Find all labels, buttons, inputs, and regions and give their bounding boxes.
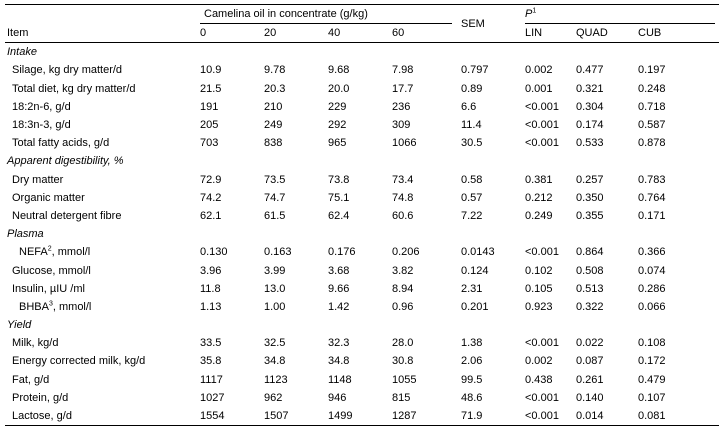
table-cell: 33.5 (200, 337, 222, 350)
table-cell: 0.248 (638, 82, 666, 95)
p-header-cell (523, 5, 719, 25)
table-cell: 0.764 (638, 191, 666, 204)
row-label-text: 18:2n-6, g/d (12, 100, 71, 113)
row-label-text: 18:3n-3, g/d (12, 119, 71, 132)
table-cell: 20.0 (328, 82, 350, 95)
row-label (5, 243, 198, 261)
table-cell: 11.4 (461, 119, 482, 132)
row-label-footnote: 3 (48, 300, 53, 308)
table-cell: 0.89 (461, 82, 483, 95)
table-cell: 0.140 (576, 391, 604, 404)
table-cell: 3.68 (328, 264, 350, 277)
table-cell: 0.124 (461, 264, 489, 277)
table-cell: 0.130 (200, 246, 228, 259)
table-cell: 703 (200, 137, 219, 150)
table-cell: <0.001 (525, 391, 559, 404)
table-row (5, 389, 719, 407)
table-row (5, 352, 719, 370)
table-cell: 236 (392, 100, 411, 113)
table-cell: 0.355 (576, 209, 604, 222)
table-row (5, 243, 719, 261)
table-cell: 0.57 (461, 191, 483, 204)
table-cell: 75.1 (328, 191, 350, 204)
table-cell: 48.6 (461, 391, 483, 404)
table-cell: 0.508 (576, 264, 604, 277)
table-cell: 73.8 (328, 173, 350, 186)
table-cell: 0.96 (392, 300, 414, 313)
table-cell: 13.0 (264, 282, 286, 295)
table-cell: 32.5 (264, 337, 286, 350)
table-cell: 0.197 (638, 64, 666, 77)
table-cell: 71.9 (459, 407, 523, 426)
table-cell: 0.261 (576, 373, 604, 386)
row-label (5, 371, 198, 389)
table-row (5, 371, 719, 389)
row-label (5, 261, 198, 279)
table-cell: 0.783 (638, 173, 666, 186)
row-label (5, 407, 198, 426)
table-row (5, 207, 719, 225)
table-cell: 0.350 (576, 191, 604, 204)
table-cell: 249 (264, 119, 283, 132)
table-cell: 0.587 (638, 119, 666, 132)
table-cell: 20.3 (264, 82, 286, 95)
table-cell: 1123 (264, 373, 288, 386)
row-label-text: Silage, kg dry matter/d (12, 64, 123, 77)
row-label-text: Organic matter (12, 191, 85, 204)
row-label (5, 80, 198, 98)
table-cell: 1.13 (200, 300, 222, 313)
row-label-footnote: 2 (47, 245, 52, 253)
table-cell: 0.923 (525, 300, 553, 313)
section-row (5, 152, 719, 170)
p-label: P (525, 8, 533, 20)
table-cell: 99.5 (461, 373, 483, 386)
table-cell: 0.102 (525, 264, 553, 277)
table-cell: 946 (328, 391, 347, 404)
section-row (5, 225, 719, 243)
table-cell: 1117 (200, 373, 223, 386)
table-cell: 0.477 (576, 64, 604, 77)
table-cell: 292 (328, 119, 347, 132)
row-label (5, 207, 198, 225)
row-label-text: Fat, g/d (12, 373, 50, 386)
table-cell: 0.105 (525, 282, 553, 295)
table-row (5, 171, 719, 189)
table-cell: 0.321 (576, 82, 604, 95)
table-row (5, 80, 719, 98)
table-cell: <0.001 (523, 407, 574, 426)
table-cell: 0.366 (638, 246, 666, 259)
table-cell: 1554 (198, 407, 262, 426)
table-cell: 0.002 (525, 355, 553, 368)
table-row (5, 116, 719, 134)
row-label (5, 334, 198, 352)
table-body (5, 43, 719, 426)
table-row (5, 407, 719, 426)
row-label (5, 61, 198, 79)
table-cell: 62.1 (200, 209, 222, 222)
row-label-text: Lactose, g/d (12, 410, 72, 423)
table-cell: 7.98 (392, 64, 414, 77)
table-cell: 0.479 (638, 373, 666, 386)
table-cell: 0.014 (574, 407, 636, 426)
table-cell: 0.533 (576, 137, 604, 150)
table-cell: 0.206 (392, 246, 420, 259)
table-cell: 0.249 (525, 209, 553, 222)
table-cell: 73.4 (392, 173, 414, 186)
table-cell: 210 (264, 100, 283, 113)
table-cell: 0.022 (576, 337, 604, 350)
row-label-text: Protein, g/d (12, 391, 69, 404)
section-title: Intake (7, 46, 37, 59)
table-cell: 34.8 (328, 355, 350, 368)
table-cell: 1148 (328, 373, 352, 386)
section-row (5, 43, 719, 62)
table-cell: 0.066 (638, 300, 666, 313)
item-header: Item (7, 27, 29, 40)
table-cell: 0.074 (638, 264, 666, 277)
table-row (5, 334, 719, 352)
table-cell: 0.081 (636, 407, 719, 426)
table-cell: 3.96 (200, 264, 222, 277)
row-label-text: Glucose, mmol/l (12, 264, 91, 277)
table-cell: 9.68 (328, 64, 350, 77)
table-cell: 62.4 (328, 209, 350, 222)
table-cell: 0.864 (576, 246, 604, 259)
table-row (5, 98, 719, 116)
table-cell: 74.7 (264, 191, 286, 204)
table-cell: 74.8 (392, 191, 414, 204)
table-cell: 9.66 (328, 282, 350, 295)
row-label (5, 352, 198, 370)
table-cell: 0.878 (638, 137, 666, 150)
table-cell: 0.107 (638, 391, 666, 404)
header-group-cell (198, 5, 459, 25)
table-cell: 2.31 (461, 282, 483, 295)
table-cell: 11.8 (200, 282, 221, 295)
table-cell: 2.06 (461, 355, 483, 368)
table-cell: 229 (328, 100, 347, 113)
row-label-text: Neutral detergent fibre (12, 209, 122, 222)
table-cell: <0.001 (525, 100, 559, 113)
table-cell: 0.201 (461, 300, 489, 313)
table-cell: 74.2 (200, 191, 222, 204)
table-cell: 1066 (392, 137, 417, 150)
row-label (5, 280, 198, 298)
table-cell: 0.108 (638, 337, 666, 350)
table-cell: 0.718 (638, 100, 666, 113)
table-cell: <0.001 (525, 119, 559, 132)
table-cell: 838 (264, 137, 283, 150)
table-cell: 0.286 (638, 282, 666, 295)
row-label (5, 298, 198, 316)
table-row (5, 261, 719, 279)
table-cell: 309 (392, 119, 411, 132)
table-cell: 0.304 (576, 100, 604, 113)
table-cell: 1055 (392, 373, 417, 386)
table-cell: 73.5 (264, 173, 286, 186)
table-cell: 815 (392, 391, 411, 404)
table-cell: 1499 (326, 407, 390, 426)
contrast-header-cub: CUB (638, 27, 662, 40)
table-cell: 7.22 (461, 209, 483, 222)
table-cell: 0.174 (576, 119, 604, 132)
table-cell: 72.9 (200, 173, 222, 186)
table-cell: 1.42 (328, 300, 350, 313)
row-label (5, 134, 198, 152)
table-cell: 8.94 (392, 282, 414, 295)
header-blank (5, 5, 198, 25)
table-cell: 0.176 (328, 246, 356, 259)
sem-header: SEM (461, 17, 485, 30)
section-title: Yield (7, 319, 32, 332)
header-row-1 (5, 5, 719, 25)
table-cell: 0.163 (264, 246, 292, 259)
level-header-40: 40 (328, 27, 341, 40)
table-cell: 32.3 (328, 337, 350, 350)
table-cell: 0.172 (638, 355, 666, 368)
table-cell: 30.5 (461, 137, 483, 150)
table-cell: 0.087 (576, 355, 604, 368)
section-title: Apparent digestibility, % (7, 155, 124, 168)
table-cell: 1287 (390, 407, 459, 426)
table-header (5, 5, 719, 43)
row-label (5, 98, 198, 116)
table-cell: 0.002 (525, 64, 553, 77)
table-cell: 0.797 (461, 64, 489, 77)
level-header-20: 20 (264, 27, 277, 40)
table-cell: 9.78 (264, 64, 286, 77)
row-label-text: Total diet, kg dry matter/d (12, 82, 136, 95)
level-header-0: 0 (200, 27, 207, 40)
table-cell: 205 (200, 119, 219, 132)
p-footnote: 1 (532, 7, 537, 15)
table-row (5, 61, 719, 79)
table-cell: <0.001 (525, 337, 559, 350)
results-table (5, 4, 719, 426)
table-cell: 6.6 (461, 100, 477, 113)
table-cell: 0.0143 (461, 246, 495, 259)
table-row (5, 298, 719, 316)
contrast-header-quad: QUAD (576, 27, 608, 40)
table-cell: 61.5 (264, 209, 286, 222)
table-cell: 962 (264, 391, 283, 404)
table-cell: 35.8 (200, 355, 222, 368)
row-label-text: Total fatty acids, g/d (12, 137, 110, 150)
table-cell: 10.9 (200, 64, 222, 77)
level-header-60: 60 (392, 27, 405, 40)
table-cell: 0.438 (525, 373, 553, 386)
table-cell: <0.001 (525, 246, 559, 259)
table-row (5, 189, 719, 207)
group-label: Camelina oil in concentrate (g/kg) (200, 5, 452, 24)
row-label-text: BHBA (19, 300, 49, 313)
row-label-text: Energy corrected milk, kg/d (12, 355, 146, 368)
table-cell: 0.212 (525, 191, 553, 204)
row-label-suffix: , mmol/l (52, 300, 92, 313)
table-row (5, 134, 719, 152)
table-cell: 0.257 (576, 173, 604, 186)
table-cell: 0.58 (461, 173, 483, 186)
table-cell: <0.001 (525, 137, 559, 150)
table-cell: 0.001 (525, 82, 553, 95)
row-label-text: Insulin, µIU /ml (12, 282, 85, 295)
table-cell: 28.0 (392, 337, 414, 350)
table-cell: 34.8 (264, 355, 286, 368)
row-label (5, 189, 198, 207)
table-cell: 30.8 (392, 355, 414, 368)
table-cell: 191 (200, 100, 219, 113)
table-cell: 0.171 (638, 209, 666, 222)
table-cell: 1507 (262, 407, 326, 426)
row-label-text: Dry matter (12, 173, 64, 186)
table-cell: 3.82 (392, 264, 414, 277)
table-cell: 0.322 (576, 300, 604, 313)
table-row (5, 280, 719, 298)
table-cell: 17.7 (392, 82, 414, 95)
section-row (5, 316, 719, 334)
table-cell: 0.513 (576, 282, 604, 295)
table-cell: 21.5 (200, 82, 222, 95)
contrast-header-lin: LIN (525, 27, 543, 40)
row-label-text: Milk, kg/d (12, 337, 59, 350)
table-cell: 60.6 (392, 209, 414, 222)
row-label (5, 389, 198, 407)
table-cell: 1027 (200, 391, 225, 404)
table-cell: 1.38 (461, 337, 483, 350)
section-title: Plasma (7, 228, 44, 241)
row-label (5, 116, 198, 134)
table-cell: 1.00 (264, 300, 286, 313)
table-cell: 3.99 (264, 264, 286, 277)
row-label-text: NEFA (19, 246, 48, 259)
header-row-2 (5, 24, 719, 43)
row-label-suffix: , mmol/l (51, 246, 91, 259)
table-cell: 965 (328, 137, 347, 150)
row-label (5, 171, 198, 189)
table-cell: 0.381 (525, 173, 553, 186)
